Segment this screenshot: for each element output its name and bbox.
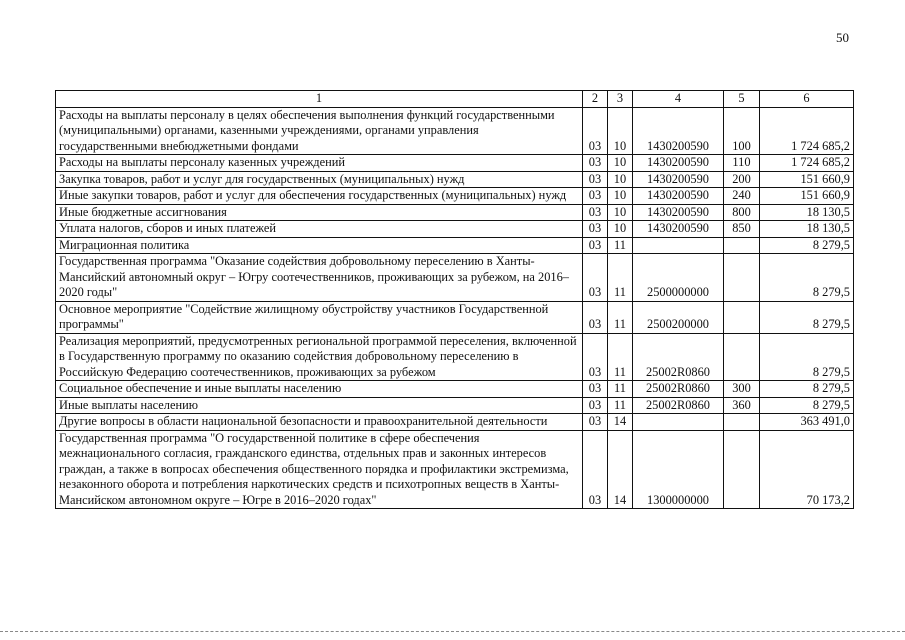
table-row — [56, 107, 854, 155]
cell-amount: 18 130,5 — [760, 204, 854, 221]
cell-name: Иные выплаты населению — [56, 397, 583, 414]
table-row — [56, 397, 854, 414]
header-col-5: 5 — [724, 91, 760, 108]
table-row — [56, 381, 854, 398]
cell-target-item: 25002R0860 — [633, 333, 724, 381]
cell-amount: 8 279,5 — [760, 381, 854, 398]
table-row — [56, 333, 854, 381]
cell-amount: 70 173,2 — [760, 430, 854, 509]
cell-target-item: 1430200590 — [633, 155, 724, 172]
cell-section: 03 — [583, 301, 608, 333]
table-header-row — [56, 91, 854, 108]
cell-amount: 151 660,9 — [760, 171, 854, 188]
cell-amount: 8 279,5 — [760, 397, 854, 414]
cell-name: Иные закупки товаров, работ и услуг для обеспечения государственных (муниципальных) нужд — [56, 188, 583, 205]
scan-edge-line — [0, 631, 905, 632]
table-row — [56, 414, 854, 431]
table-body — [56, 107, 854, 509]
table-row — [56, 254, 854, 302]
page-number: 50 — [836, 30, 849, 45]
table-row — [56, 237, 854, 254]
cell-section: 03 — [583, 221, 608, 238]
cell-subsection: 14 — [608, 414, 633, 431]
cell-amount: 8 279,5 — [760, 333, 854, 381]
cell-expense-type — [724, 430, 760, 509]
cell-amount: 151 660,9 — [760, 188, 854, 205]
cell-name: Закупка товаров, работ и услуг для государственных (муниципальных) нужд — [56, 171, 583, 188]
cell-subsection: 10 — [608, 221, 633, 238]
cell-amount: 18 130,5 — [760, 221, 854, 238]
table-row — [56, 204, 854, 221]
cell-target-item: 1430200590 — [633, 221, 724, 238]
header-col-1: 1 — [56, 91, 583, 108]
cell-target-item: 25002R0860 — [633, 397, 724, 414]
cell-section: 03 — [583, 381, 608, 398]
cell-target-item: 1430200590 — [633, 107, 724, 155]
cell-name: Социальное обеспечение и иные выплаты населению — [56, 381, 583, 398]
cell-name: Расходы на выплаты персоналу казенных учреждений — [56, 155, 583, 172]
cell-expense-type: 200 — [724, 171, 760, 188]
cell-expense-type: 360 — [724, 397, 760, 414]
cell-subsection: 11 — [608, 301, 633, 333]
cell-target-item: 1430200590 — [633, 188, 724, 205]
cell-section: 03 — [583, 254, 608, 302]
cell-section: 03 — [583, 188, 608, 205]
table-row — [56, 301, 854, 333]
cell-subsection: 11 — [608, 254, 633, 302]
cell-expense-type — [724, 301, 760, 333]
cell-subsection: 10 — [608, 155, 633, 172]
cell-section: 03 — [583, 155, 608, 172]
cell-expense-type — [724, 237, 760, 254]
cell-target-item: 2500200000 — [633, 301, 724, 333]
cell-name: Миграционная политика — [56, 237, 583, 254]
cell-amount: 8 279,5 — [760, 254, 854, 302]
cell-target-item — [633, 414, 724, 431]
cell-section: 03 — [583, 107, 608, 155]
header-col-2: 2 — [583, 91, 608, 108]
cell-amount: 8 279,5 — [760, 301, 854, 333]
cell-section: 03 — [583, 171, 608, 188]
cell-expense-type — [724, 333, 760, 381]
cell-amount: 1 724 685,2 — [760, 155, 854, 172]
cell-target-item: 1430200590 — [633, 171, 724, 188]
cell-expense-type: 110 — [724, 155, 760, 172]
cell-subsection: 10 — [608, 107, 633, 155]
cell-target-item: 2500000000 — [633, 254, 724, 302]
table-row — [56, 430, 854, 509]
cell-expense-type: 240 — [724, 188, 760, 205]
budget-table — [55, 90, 854, 509]
cell-subsection: 10 — [608, 171, 633, 188]
cell-name: Государственная программа "О государственной политике в сфере обеспечения межнационального согласия, гражданского единства, отдельных прав и законных интересов граждан, а также в вопросах обеспечения общественного порядка и профилактики экстремизма, незаконного оборота и потребления наркотических средств и психотропных веществ в Ханты-Мансийском автономном округе – Югре в 2016–2020 годах" — [56, 430, 583, 509]
cell-name: Расходы на выплаты персоналу в целях обеспечения выполнения функций государственными (муниципальными) органами, казенными учреждениями, органами управления государственными внебюджетными фондами — [56, 107, 583, 155]
cell-name: Реализация мероприятий, предусмотренных региональной программой переселения, включенной в Государственную программу по оказанию содействия добровольному переселению в Российскую Федерацию соотечественников, проживающих за рубежом — [56, 333, 583, 381]
cell-name: Государственная программа "Оказание содействия добровольному переселению в Ханты-Мансийский автономный округ – Югру соотечественников, проживающих за рубежом, на 2016–2020 годы" — [56, 254, 583, 302]
header-col-4: 4 — [633, 91, 724, 108]
cell-expense-type — [724, 254, 760, 302]
header-col-6: 6 — [760, 91, 854, 108]
cell-name: Другие вопросы в области национальной безопасности и правоохранительной деятельности — [56, 414, 583, 431]
cell-expense-type: 800 — [724, 204, 760, 221]
cell-name: Уплата налогов, сборов и иных платежей — [56, 221, 583, 238]
cell-subsection: 11 — [608, 397, 633, 414]
cell-subsection: 14 — [608, 430, 633, 509]
cell-expense-type: 100 — [724, 107, 760, 155]
cell-expense-type — [724, 414, 760, 431]
cell-section: 03 — [583, 430, 608, 509]
table-row — [56, 155, 854, 172]
cell-subsection: 11 — [608, 333, 633, 381]
cell-target-item: 1430200590 — [633, 204, 724, 221]
cell-target-item: 25002R0860 — [633, 381, 724, 398]
table-row — [56, 188, 854, 205]
cell-subsection: 11 — [608, 381, 633, 398]
table-row — [56, 171, 854, 188]
header-col-3: 3 — [608, 91, 633, 108]
cell-target-item: 1300000000 — [633, 430, 724, 509]
cell-name: Основное мероприятие "Содействие жилищному обустройству участников Государственной программы" — [56, 301, 583, 333]
cell-section: 03 — [583, 397, 608, 414]
cell-amount: 8 279,5 — [760, 237, 854, 254]
table-row — [56, 221, 854, 238]
cell-expense-type: 850 — [724, 221, 760, 238]
cell-name: Иные бюджетные ассигнования — [56, 204, 583, 221]
cell-section: 03 — [583, 414, 608, 431]
cell-subsection: 10 — [608, 204, 633, 221]
cell-section: 03 — [583, 237, 608, 254]
cell-amount: 1 724 685,2 — [760, 107, 854, 155]
cell-subsection: 11 — [608, 237, 633, 254]
cell-expense-type: 300 — [724, 381, 760, 398]
cell-section: 03 — [583, 333, 608, 381]
cell-amount: 363 491,0 — [760, 414, 854, 431]
cell-section: 03 — [583, 204, 608, 221]
cell-target-item — [633, 237, 724, 254]
cell-subsection: 10 — [608, 188, 633, 205]
